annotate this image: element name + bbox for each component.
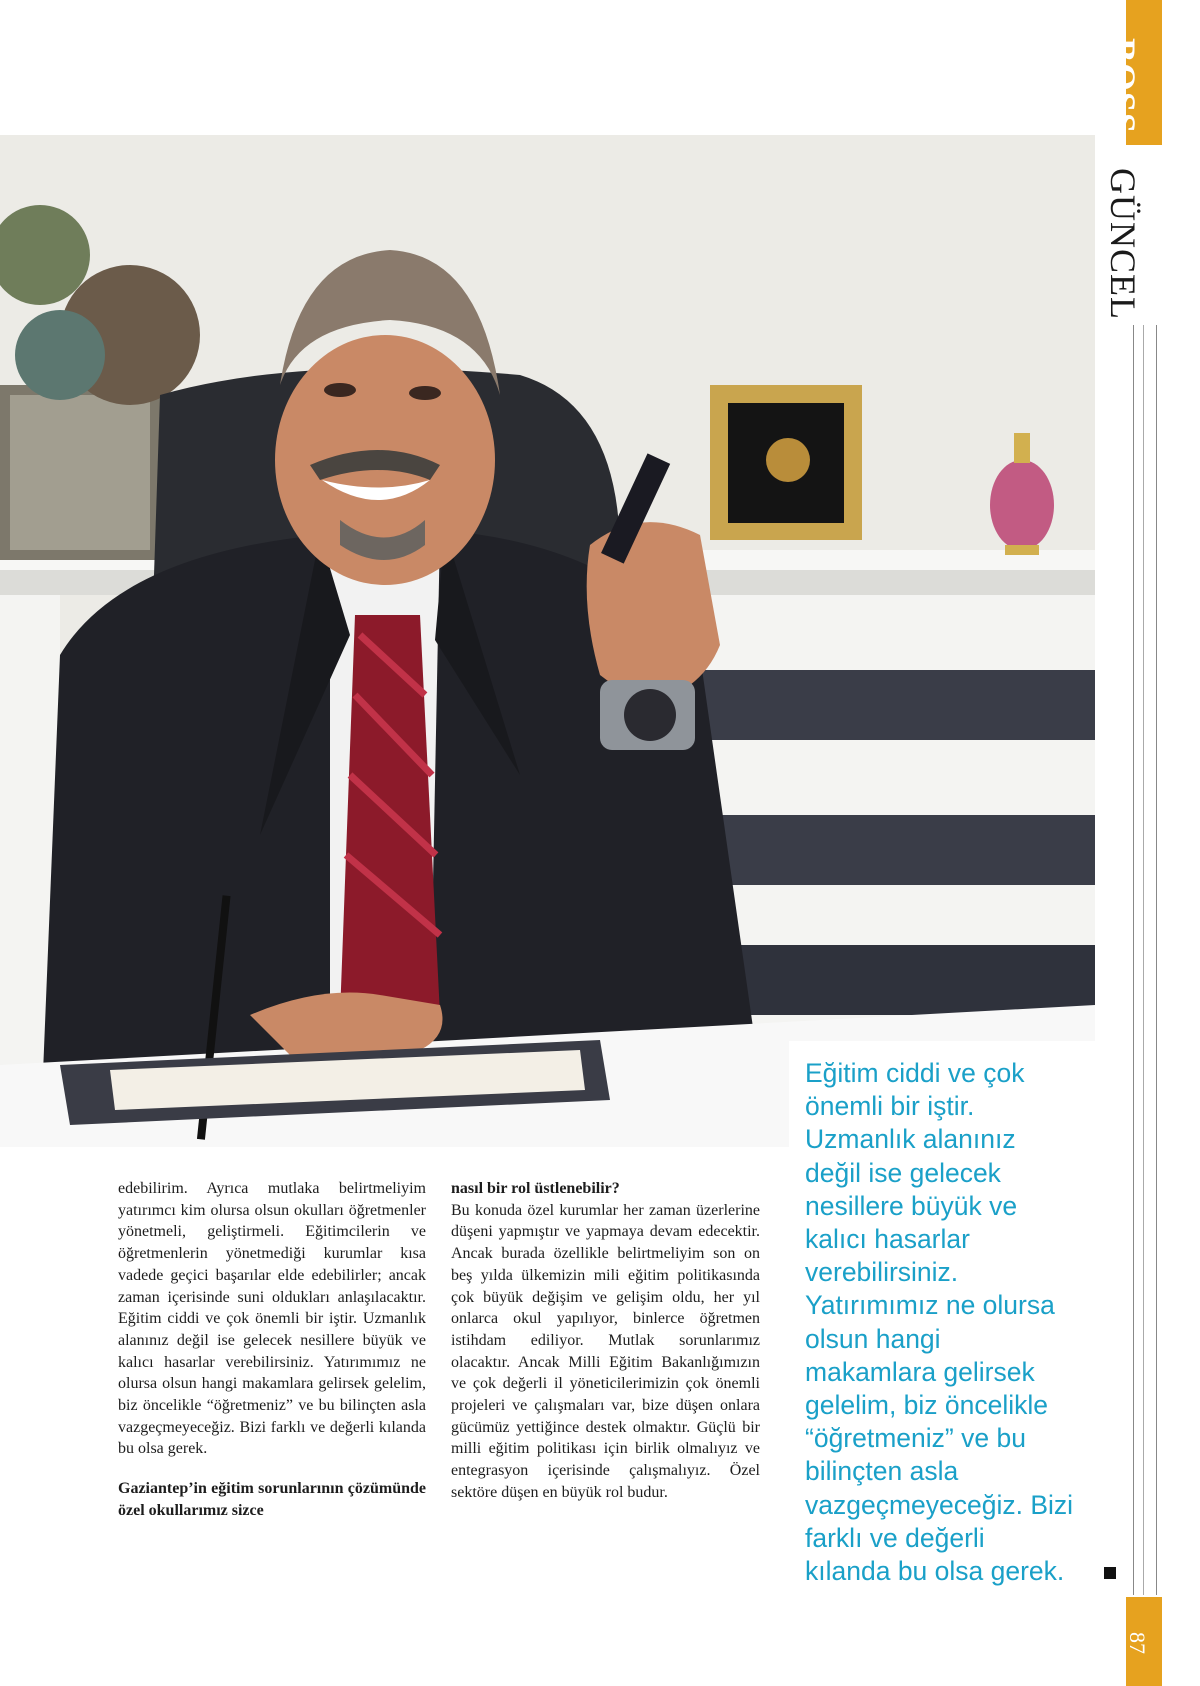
text-column-middle <box>451 1178 760 1504</box>
pull-quote: Eğitim ciddi ve çok önemli bir iştir. Uzmanlık alanınız değil ise gelecek nesillere büyük ve kalıcı hasarlar verebilirsiniz. Yatırımımız ne olursa olsun hangi makamlara gelirsek gelelim, biz öncelikle “öğretmeniz” ve bu bilinçten asla vazgeçmeyeceğiz. Bizi farklı ve değerli kılanda bu olsa gerek. <box>805 1058 1074 1587</box>
brand-logo: BOSS <box>1103 38 1143 135</box>
section-title: GÜNCEL <box>1103 168 1143 320</box>
body-paragraph: edebilirim. Ayrıca mutlaka belirtmeliyim yatırımcı kim olursa olsun okulları öğretmenler yönetmeli, geliştirmeli. Eğitimcilerin ve öğretmenlerin yönetmediği kurumlar kısa vadede geçici başarılar elde edebilirler; ancak zaman içerisinde suni oldukları anlaşılacaktır. Eğitim ciddi ve çok önemli bir iştir. Uzmanlık alanınız değil ise gelecek nesillere büyük ve kalıcı hasarlar verebilirsiniz. Yatırımımız ne olursa olsun hangi makamlara gelirsek gelelim, biz öncelikle “öğretmeniz” ve bu bilinçten asla vazgeçmeyeceğiz. Bizi farklı ve değerli kılanda bu olsa gerek. <box>118 1180 426 1458</box>
interview-question: Gaziantep’in eğitim sorunlarının çözümünde özel okullarımız sizce <box>118 1480 426 1519</box>
interview-question-continued: nasıl bir rol üstlenebilir? <box>451 1180 620 1197</box>
end-mark <box>1104 1567 1116 1579</box>
photo-illustration <box>0 135 1095 1147</box>
page-number: 87 <box>1125 1632 1150 1654</box>
portrait-photo <box>0 135 1095 1147</box>
text-column-left <box>118 1178 426 1522</box>
body-paragraph: Bu konuda özel kurumlar her zaman üzerlerine düşeni yapmıştır ve yapmaya devam edecektir. Ancak burada özellikle belirtmeliyim son on beş yılda ülkemizin mili eğitim politikasında çok büyük değişim ve gelişim oldu, her yıl onlarca okul yapılıyor, binlerce öğretmen istihdam ediliyor. Mutlak sorunlarımız olacaktır. Ancak Milli Eğitim Bakanlığımızın ve çok değerli il yöneticilerimizin çok önemli projeleri ve çalışmaları var, bize düşen onlara gücümüz yettiğince destek olmaktır. Güçlü bir milli eğitim politikası için birlik olmalıyız ve entegrasyon içerisinde çalışmalıyız. Özel sektöre düşen en büyük rol budur. <box>451 1201 760 1501</box>
decorative-rule <box>1133 325 1157 1595</box>
